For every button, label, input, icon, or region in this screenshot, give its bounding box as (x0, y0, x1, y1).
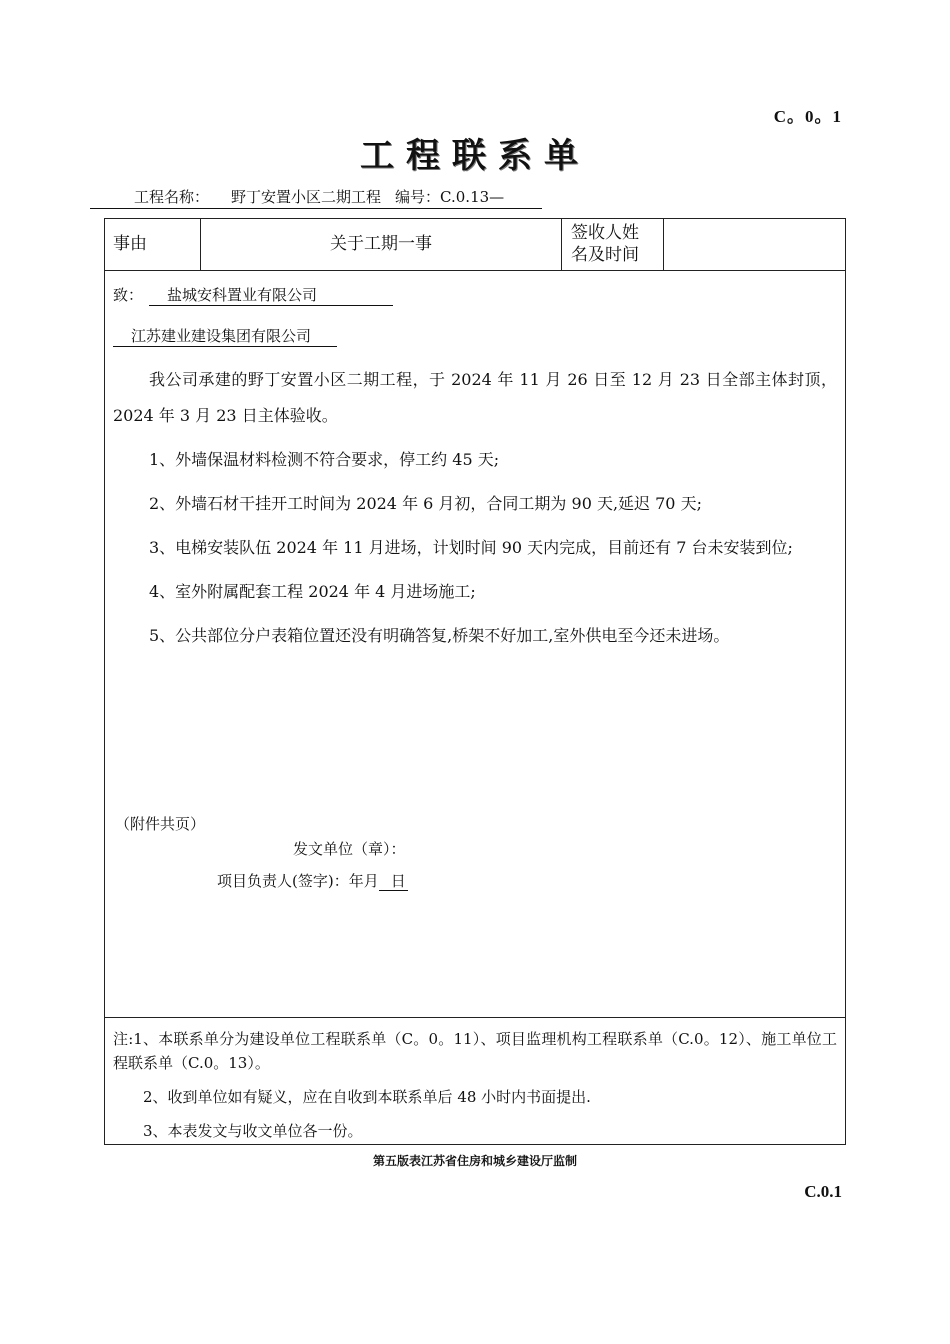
project-info-line (90, 186, 542, 209)
reason-value: 关于工期一事 (201, 219, 562, 270)
to-label: 致： (113, 286, 144, 304)
recipient-line-2 (113, 326, 337, 347)
recipient-2: 江苏建业建设集团有限公司 (113, 326, 337, 347)
reason-label: 事由 (105, 219, 201, 270)
paragraph: 2、外墙石材干挂开工时间为 2024 年 6 月初，合同工期为 90 天,延迟 70 天; (149, 494, 702, 513)
day-label: 日 (379, 872, 408, 891)
project-name-value: 野丁安置小区二期工程 (231, 188, 382, 206)
note-2: 2、收到单位如有疑义，应在自收到本联系单后 48 小时内书面提出. (143, 1088, 591, 1106)
paragraph: 5、公共部位分户表箱位置还没有明确答复,桥架不好加工,室外供电至今还未进场。 (149, 626, 730, 645)
page-title: 工程联系单 (360, 136, 590, 176)
attachment-note: （附件共页） (115, 815, 206, 833)
signer-label-line1: 签收人姓 (571, 223, 639, 243)
signer-value-cell[interactable] (664, 219, 845, 270)
paragraph: 4、室外附属配套工程 2024 年 4 月进场施工; (149, 582, 476, 601)
supervision-footer: 第五版表江苏省住房和城乡建设厅监制 (372, 1154, 577, 1168)
signer-label-line2: 名及时间 (571, 245, 639, 265)
project-leader-line (217, 870, 408, 891)
notes-section (113, 1027, 837, 1153)
paragraph: 3、电梯安装队伍 2024 年 11 月进场，计划时间 90 天内完成，目前还有 7 台未安装到位; (149, 538, 793, 557)
letter-content (113, 362, 837, 662)
header-row (105, 219, 845, 271)
recipient-1: 盐城安科置业有限公司 (149, 285, 393, 306)
letter-body (105, 270, 845, 1018)
paragraph: 我公司承建的野丁安置小区二期工程，于 2024 年 11 月 26 日至 12 月 23 日全部主体封顶，2024 年 3 月 23 日主体验收。 (113, 370, 837, 425)
note-3: 3、本表发文与收文单位各一份。 (143, 1122, 363, 1140)
signer-label (561, 219, 664, 270)
project-number-value: C.0.13— (440, 188, 505, 206)
sender-unit-label: 发文单位（章）： (293, 840, 406, 858)
note-1: 注:1、本联系单分为建设单位工程联系单（C。0。11）、项目监理机构工程联系单（C.0。12）、施工单位工程联系单（C.0。13）。 (113, 1030, 837, 1072)
project-leader-label: 项目负责人(签字)：年月 (217, 872, 379, 890)
project-number-label: 编号： (395, 188, 441, 206)
paragraph: 1、外墙保温材料检测不符合要求，停工约 45 天; (149, 450, 500, 469)
project-name-label: 工程名称： (134, 188, 210, 206)
form-code-bottom: C.0.1 (804, 1182, 842, 1201)
form-code-top: C。0。1 (773, 107, 842, 126)
recipient-line-1 (113, 284, 393, 306)
contact-form-table (104, 218, 846, 1145)
